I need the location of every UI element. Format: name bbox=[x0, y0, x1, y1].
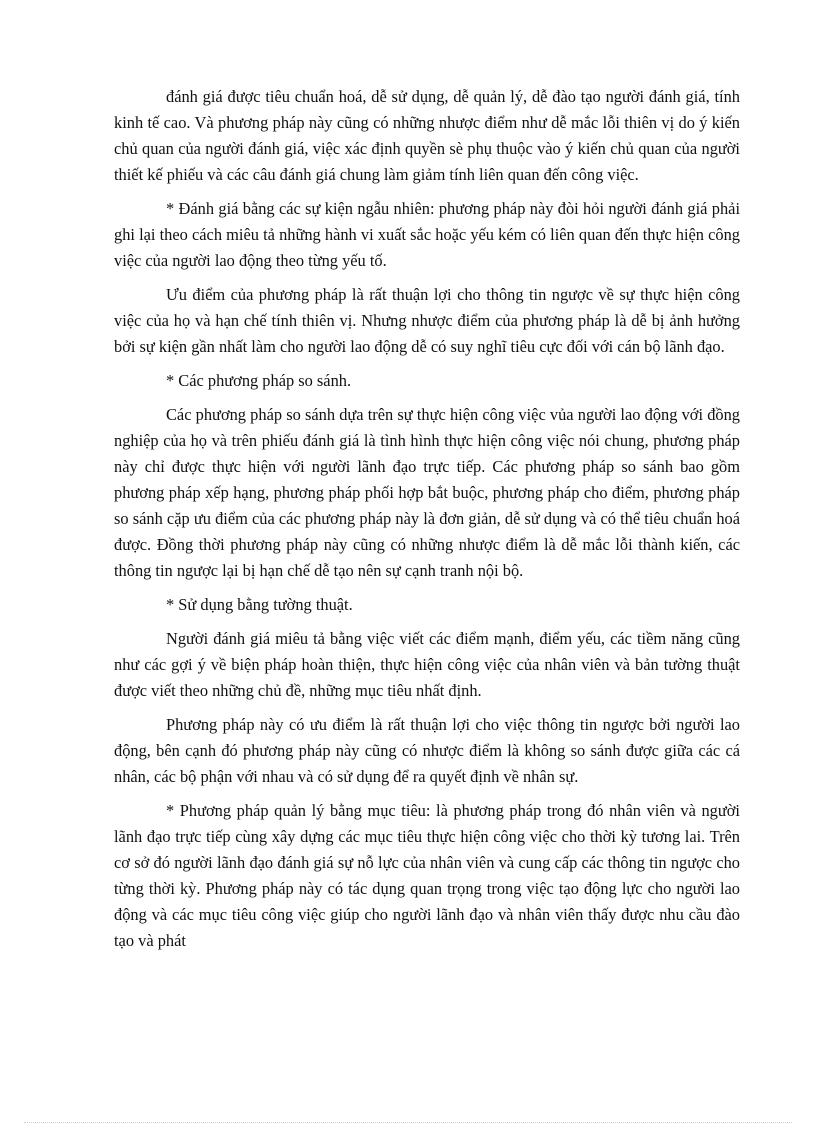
paragraph-random-events-pros-cons: Ưu điểm của phương pháp là rất thuận lợi cho thông tin ngược về sự thực hiện công việc của họ và hạn chế tính thiên vị. Nhưng nhược điểm của phương pháp là dễ bị ảnh hưởng bởi sự kiện gần nhất làm cho người lao động dễ có suy nghĩ tiêu cực đối với cán bộ lãnh đạo. bbox=[114, 285, 740, 356]
paragraph-narrative-pros-cons: Phương pháp này có ưu điểm là rất thuận lợi cho việc thông tin ngược bởi người lao động, bên cạnh đó phương pháp này cũng có nhược điểm là không so sánh được giữa các cá nhân, các bộ phận với nhau và có sử dụng để ra quyết định về nhân sự. bbox=[114, 715, 740, 786]
paragraph-comparison-methods: Các phương pháp so sánh dựa trên sự thực hiện công việc vủa người lao động với đồng nghiệp của họ và trên phiếu đánh giá là tình hình thực hiện công việc nói chung, phương pháp này chỉ được thực hiện với người lãnh đạo trực tiếp. Các phương pháp so sánh bao gồm phương pháp xếp hạng, phương pháp phối hợp bắt buộc, phương pháp cho điểm, phương pháp so sánh cặp ưu điểm của các phương pháp này là đơn giản, dễ sử dụng và có thể tiêu chuẩn hoá được. Đồng thời phương pháp này cũng có những nhược điểm là dễ mắc lỗi thành kiến, các thông tin ngược lại bị hạn chế dễ tạo nên sự cạnh tranh nội bộ. bbox=[114, 405, 740, 580]
heading-comparison-methods: * Các phương pháp so sánh. bbox=[166, 371, 352, 390]
paragraph-narrative-description: Người đánh giá miêu tả bằng việc viết các điểm mạnh, điểm yếu, các tiềm năng cũng như các gợi ý về biện pháp hoàn thiện, thực hiện công việc của nhân viên và bản tường thuật được viết theo những chủ đề, những mục tiêu nhất định. bbox=[114, 629, 740, 700]
paragraph-random-events-method: * Đánh giá bằng các sự kiện ngẫu nhiên: phương pháp này đòi hỏi người đánh giá phải ghi lại theo cách miêu tả những hành vi xuất sắc hoặc yếu kém có liên quan đến thực hiện công việc của người lao động theo từng yếu tố. bbox=[114, 199, 740, 270]
paragraph-continued: đánh giá được tiêu chuẩn hoá, dễ sử dụng, dễ quản lý, dễ đào tạo người đánh giá, tính kinh tế cao. Và phương pháp này cũng có những nhược điểm như dễ mắc lỗi thiên vị do ý kiến chủ quan của người đánh giá, việc xác định quyền sè phụ thuộc vào ý kiến chủ quan của người thiết kế phiếu và các câu đánh giá chung làm giảm tính liên quan đến công việc. bbox=[114, 87, 740, 184]
document-body bbox=[114, 84, 740, 962]
paragraph-management-by-objectives: * Phương pháp quản lý bằng mục tiêu: là phương pháp trong đó nhân viên và người lãnh đạo trực tiếp cùng xây dựng các mục tiêu thực hiện công việc cho thời kỳ tương lai. Trên cơ sở đó người lãnh đạo đánh giá sự nỗ lực của nhân viên và cung cấp các thông tin ngược cho từng thời kỳ. Phương pháp này có tác dụng quan trọng trong việc tạo động lực cho người lao động và các mục tiêu công việc giúp cho người lãnh đạo và nhân viên thấy được nhu cầu đào tạo và phát bbox=[114, 801, 740, 950]
heading-narrative-method: * Sử dụng bằng tường thuật. bbox=[166, 595, 353, 614]
